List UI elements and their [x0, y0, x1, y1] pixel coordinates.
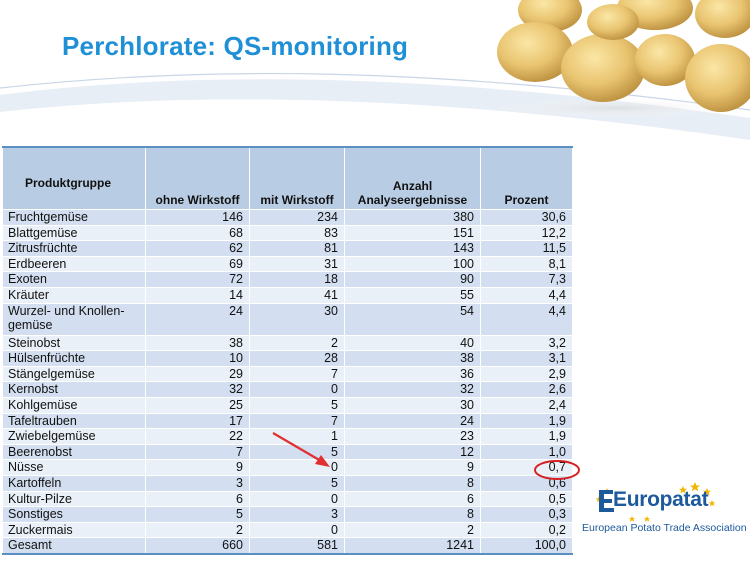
cell-mit: 2 [250, 335, 345, 351]
cell-mit: 5 [250, 397, 345, 413]
row-label: Fruchtgemüse [3, 210, 146, 226]
cell-prozent: 30,6 [481, 210, 573, 226]
cell-ohne: 6 [146, 491, 250, 507]
cell-mit: 31 [250, 256, 345, 272]
cell-ohne: 32 [146, 382, 250, 398]
row-label: Zitrusfrüchte [3, 241, 146, 257]
table-row [3, 507, 573, 523]
cell-ohne: 62 [146, 241, 250, 257]
logo-tagline: European Potato Trade Association [582, 522, 747, 534]
row-label: Kultur-Pilze [3, 491, 146, 507]
cell-prozent: 11,5 [481, 241, 573, 257]
cell-ohne: 22 [146, 429, 250, 445]
row-label: Kartoffeln [3, 475, 146, 491]
row-label: Gesamt [3, 538, 146, 554]
cell-ohne: 5 [146, 507, 250, 523]
cell-anzahl: 36 [345, 366, 481, 382]
cell-prozent: 4,4 [481, 287, 573, 303]
cell-ohne: 29 [146, 366, 250, 382]
header-mit-wirkstoff: mit Wirkstoff [250, 147, 345, 210]
cell-prozent: 0,5 [481, 491, 573, 507]
cell-ohne: 17 [146, 413, 250, 429]
cell-ohne: 72 [146, 272, 250, 288]
cell-prozent: 0,2 [481, 522, 573, 538]
cell-prozent: 1,0 [481, 444, 573, 460]
cell-ohne: 7 [146, 444, 250, 460]
cell-mit: 3 [250, 507, 345, 523]
cell-anzahl: 151 [345, 225, 481, 241]
table-row [3, 210, 573, 226]
cell-mit: 5 [250, 475, 345, 491]
cell-ohne: 69 [146, 256, 250, 272]
table-row [3, 287, 573, 303]
cell-ohne: 660 [146, 538, 250, 554]
cell-mit: 81 [250, 241, 345, 257]
cell-mit: 0 [250, 460, 345, 476]
cell-mit: 7 [250, 413, 345, 429]
row-label: Tafeltrauben [3, 413, 146, 429]
header-produktgruppe: Produktgruppe [3, 147, 146, 210]
cell-anzahl: 8 [345, 507, 481, 523]
cell-anzahl: 6 [345, 491, 481, 507]
cell-prozent: 7,3 [481, 272, 573, 288]
cell-prozent: 2,6 [481, 382, 573, 398]
cell-mit: 7 [250, 366, 345, 382]
cell-anzahl: 100 [345, 256, 481, 272]
row-label: Blattgemüse [3, 225, 146, 241]
table-row [3, 413, 573, 429]
cell-prozent: 100,0 [481, 538, 573, 554]
cell-prozent: 0,7 [481, 460, 573, 476]
cell-prozent: 3,2 [481, 335, 573, 351]
cell-ohne: 38 [146, 335, 250, 351]
cell-prozent: 1,9 [481, 413, 573, 429]
cell-mit: 581 [250, 538, 345, 554]
cell-mit: 0 [250, 382, 345, 398]
cell-ohne: 68 [146, 225, 250, 241]
table-row [3, 382, 573, 398]
cell-prozent: 4,4 [481, 303, 573, 335]
row-label: Beerenobst [3, 444, 146, 460]
cell-mit: 0 [250, 491, 345, 507]
table-row [3, 256, 573, 272]
row-label: Steinobst [3, 335, 146, 351]
row-label: Wurzel- und Knollen-gemüse [3, 303, 146, 335]
cell-anzahl: 12 [345, 444, 481, 460]
row-label: Kernobst [3, 382, 146, 398]
europatat-logo [577, 478, 747, 538]
cell-anzahl: 380 [345, 210, 481, 226]
cell-mit: 83 [250, 225, 345, 241]
row-label: Exoten [3, 272, 146, 288]
logo-wordmark: Europatat [613, 488, 709, 511]
table-row [3, 366, 573, 382]
row-label: Stängelgemüse [3, 366, 146, 382]
results-table-container [2, 146, 572, 555]
header-prozent: Prozent [481, 147, 573, 210]
cell-anzahl: 90 [345, 272, 481, 288]
cell-mit: 0 [250, 522, 345, 538]
table-row [3, 351, 573, 367]
cell-anzahl: 8 [345, 475, 481, 491]
cell-mit: 30 [250, 303, 345, 335]
cell-prozent: 8,1 [481, 256, 573, 272]
cell-prozent: 3,1 [481, 351, 573, 367]
cell-mit: 5 [250, 444, 345, 460]
cell-ohne: 146 [146, 210, 250, 226]
cell-ohne: 25 [146, 397, 250, 413]
cell-anzahl: 24 [345, 413, 481, 429]
row-label: Sonstiges [3, 507, 146, 523]
table-row [3, 272, 573, 288]
cell-anzahl: 9 [345, 460, 481, 476]
slide-title: Perchlorate: QS-monitoring [62, 31, 409, 61]
row-label: Hülsenfrüchte [3, 351, 146, 367]
cell-anzahl: 38 [345, 351, 481, 367]
cell-anzahl: 30 [345, 397, 481, 413]
cell-ohne: 10 [146, 351, 250, 367]
row-label: Zwiebelgemüse [3, 429, 146, 445]
cell-anzahl: 54 [345, 303, 481, 335]
table-row [3, 491, 573, 507]
table-row [3, 460, 573, 476]
cell-anzahl: 40 [345, 335, 481, 351]
table-total-row [3, 538, 573, 554]
cell-prozent: 2,9 [481, 366, 573, 382]
cell-mit: 28 [250, 351, 345, 367]
table-row [3, 444, 573, 460]
cell-prozent: 0,6 [481, 475, 573, 491]
row-label: Nüsse [3, 460, 146, 476]
cell-ohne: 14 [146, 287, 250, 303]
cell-mit: 18 [250, 272, 345, 288]
row-label: Kohlgemüse [3, 397, 146, 413]
potatoes-image [495, 0, 750, 118]
table-row [3, 429, 573, 445]
cell-anzahl: 32 [345, 382, 481, 398]
cell-prozent: 0,3 [481, 507, 573, 523]
header-anzahl: Anzahl Analyseergebnisse [345, 147, 481, 210]
table-row [3, 303, 573, 335]
cell-prozent: 12,2 [481, 225, 573, 241]
cell-anzahl: 2 [345, 522, 481, 538]
header-ohne-wirkstoff: ohne Wirkstoff [146, 147, 250, 210]
cell-ohne: 9 [146, 460, 250, 476]
table-row [3, 397, 573, 413]
row-label: Zuckermais [3, 522, 146, 538]
cell-anzahl: 1241 [345, 538, 481, 554]
table-row [3, 522, 573, 538]
row-label: Kräuter [3, 287, 146, 303]
cell-anzahl: 55 [345, 287, 481, 303]
cell-ohne: 3 [146, 475, 250, 491]
table-row [3, 335, 573, 351]
cell-mit: 234 [250, 210, 345, 226]
row-label: Erdbeeren [3, 256, 146, 272]
results-table [2, 146, 573, 555]
cell-ohne: 24 [146, 303, 250, 335]
cell-mit: 1 [250, 429, 345, 445]
table-row [3, 225, 573, 241]
cell-prozent: 2,4 [481, 397, 573, 413]
cell-mit: 41 [250, 287, 345, 303]
cell-prozent: 1,9 [481, 429, 573, 445]
cell-anzahl: 143 [345, 241, 481, 257]
table-header-row [3, 147, 573, 210]
table-row [3, 241, 573, 257]
cell-anzahl: 23 [345, 429, 481, 445]
table-row-kartoffeln [3, 475, 573, 491]
cell-ohne: 2 [146, 522, 250, 538]
